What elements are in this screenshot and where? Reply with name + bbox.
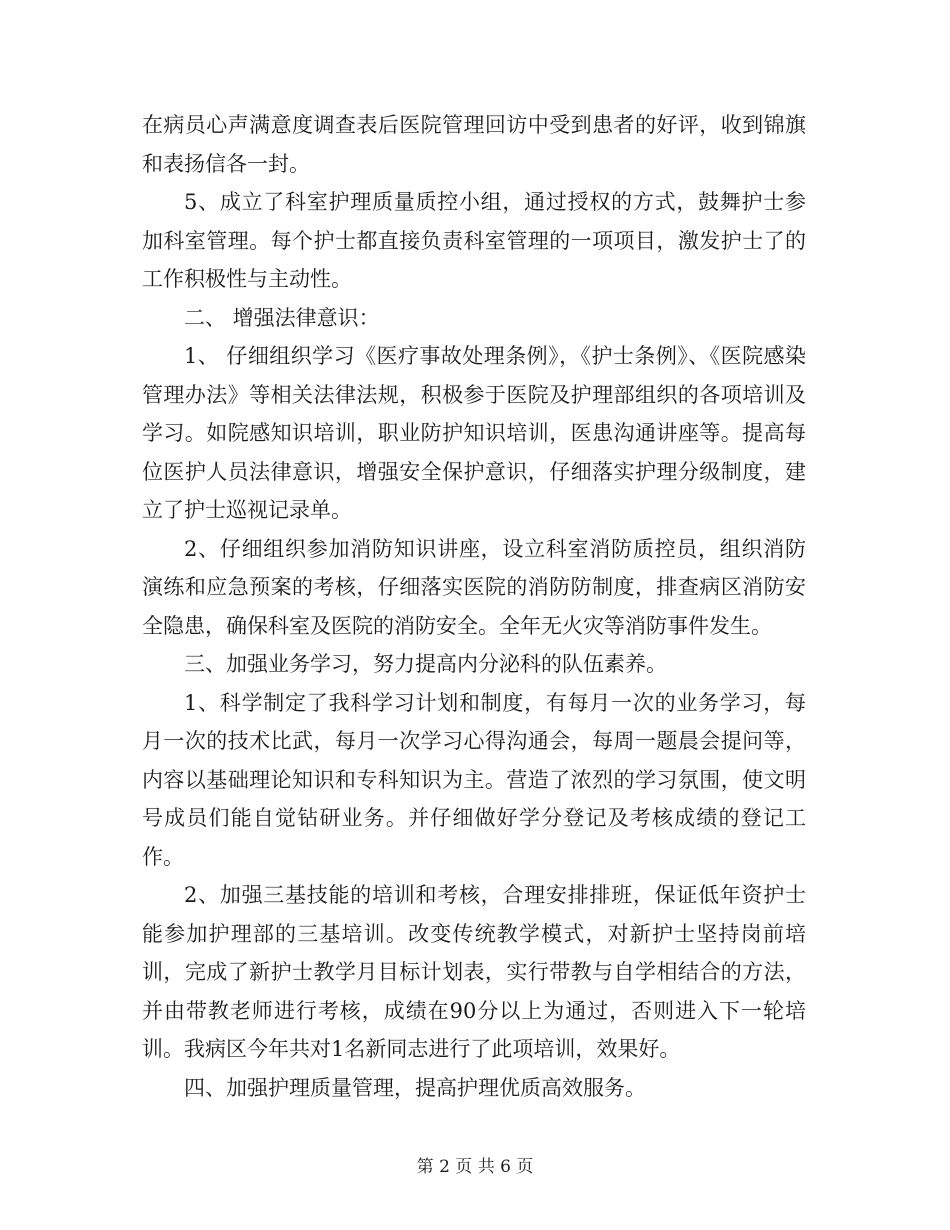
body-text xyxy=(142,106,806,1107)
paragraph: 2、仔细组织参加消防知识讲座，设立科室消防质控员，组织消防演练和应急预案的考核，仔细落实医院的消防防制度，排查病区消防安全隐患，确保科室及医院的消防安全。全年无火灾等消防事件发生。 xyxy=(142,536,806,638)
paragraph: 1、 仔细组织学习《医疗事故处理条例》，《护士条例》、《医院感染管理办法》等相关法律法规，积极参于医院及护理部组织的各项培训及学习。如院感知识培训，职业防护知识培训，医患沟通讲座等。提高每位医护人员法律意识，增强安全保护意识，仔细落实护理分级制度，建立了护士巡视记录单。 xyxy=(142,344,806,522)
paragraph: 三、加强业务学习，努力提高内分泌科的队伍素养。 xyxy=(184,652,667,676)
page-number-footer: 第 2 页 共 6 页 xyxy=(416,1157,534,1177)
paragraph: 5、成立了科室护理质量质控小组，通过授权的方式，鼓舞护士参加科室管理。每个护士都直接负责科室管理的一项项目，激发护士了的工作积极性与主动性。 xyxy=(142,190,806,291)
paragraph: 2、加强三基技能的培训和考核，合理安排排班，保证低年资护士能参加护理部的三基培训。改变传统教学模式，对新护士坚持岗前培训，完成了新护士教学月目标计划表，实行带教与自学相结合的方法，并由带教老师进行考核，成绩在90分以上为通过，否则进入下一轮培训。我病区今年共对1名新同志进行了此项培训，效果好。 xyxy=(142,883,806,1061)
paragraph: 1、科学制定了我科学习计划和制度，有每月一次的业务学习，每月一次的技术比武，每月一次学习心得沟通会，每周一题晨会提问等，内容以基础理论知识和专科知识为主。营造了浓烈的学习氛围，使文明号成员们能自觉钻研业务。并仔细做好学分登记及考核成绩的登记工作。 xyxy=(142,690,806,869)
paragraph: 在病员心声满意度调查表后医院管理回访中受到患者的好评，收到锦旗和表扬信各一封。 xyxy=(142,113,806,176)
paragraph: 四、加强护理质量管理，提高护理优质高效服务。 xyxy=(184,1075,646,1100)
paragraph: 二、 增强法律意识： xyxy=(184,305,380,330)
